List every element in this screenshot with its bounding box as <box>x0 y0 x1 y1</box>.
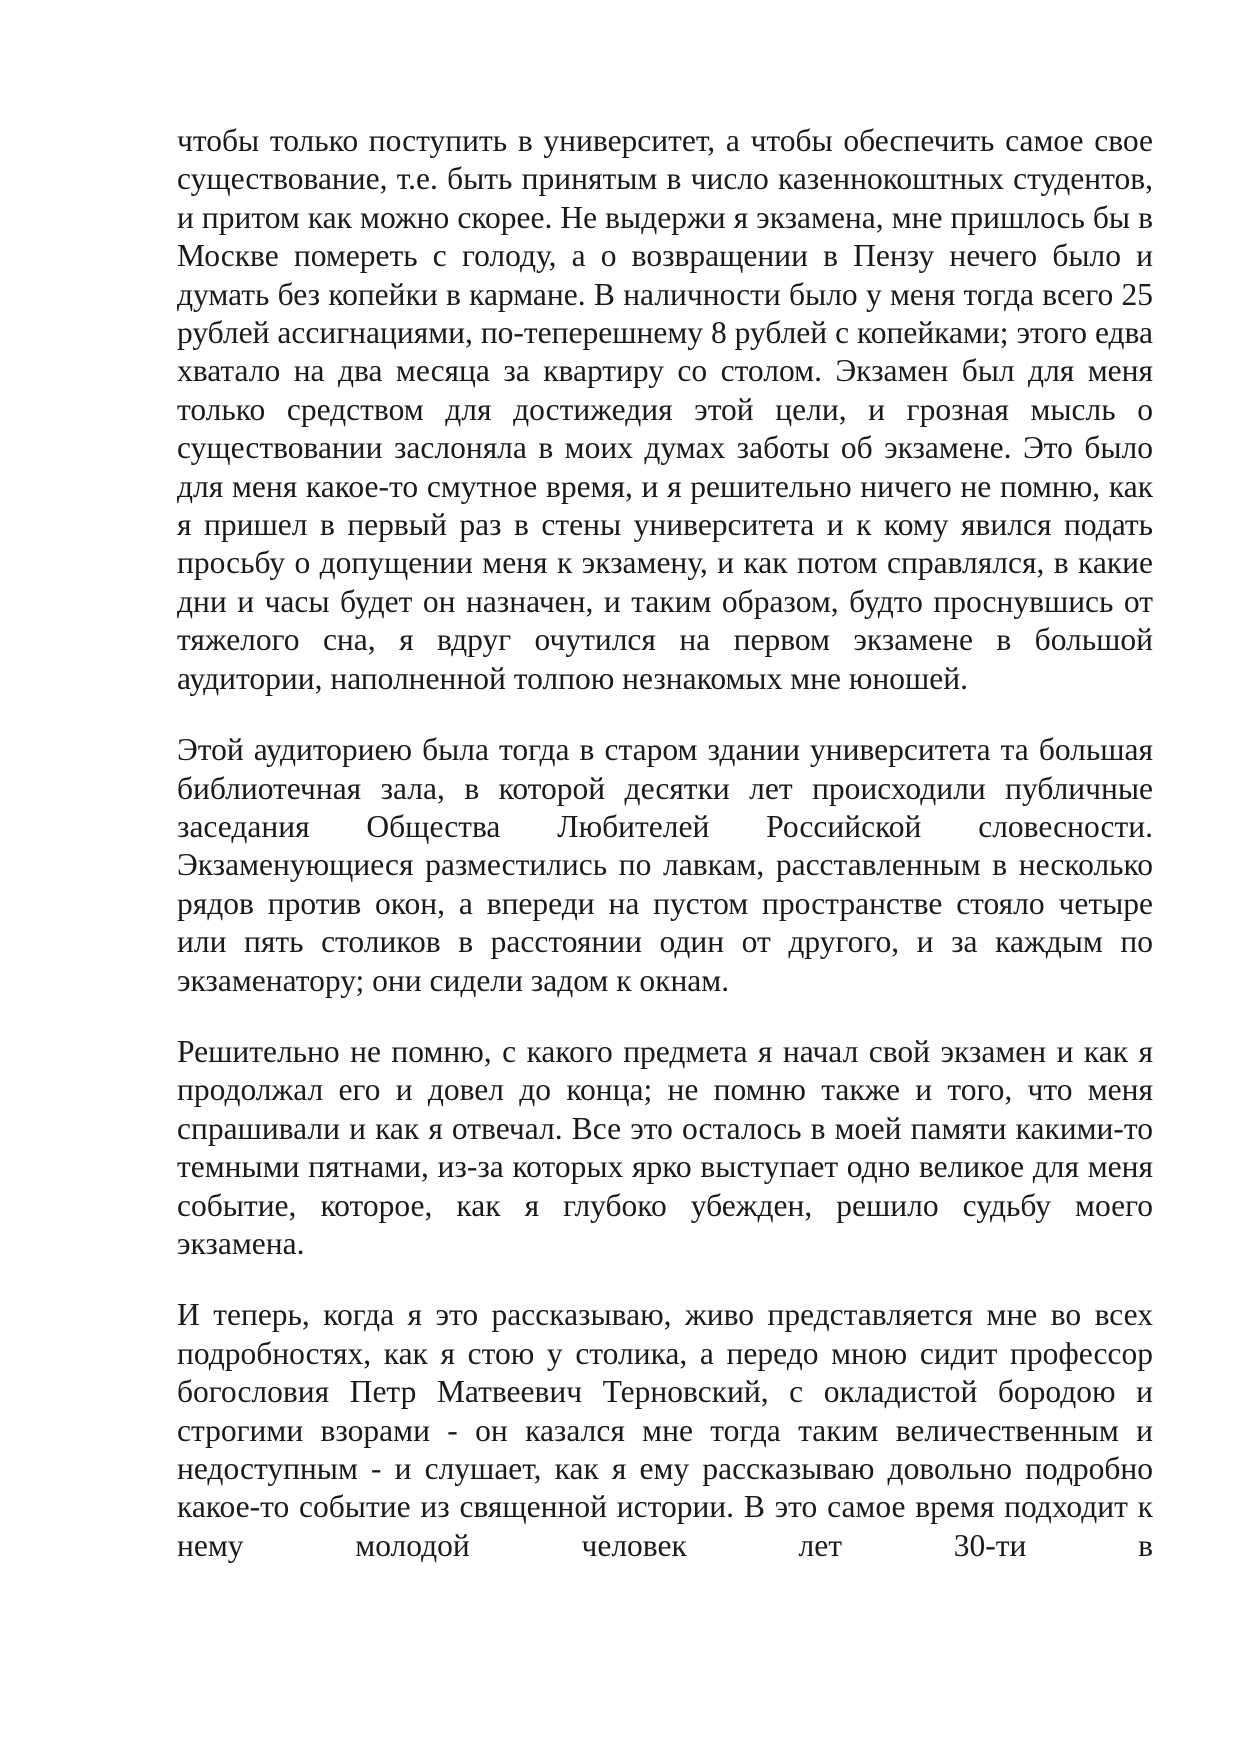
paragraph-4: И теперь, когда я это рассказываю, живо представляется мне во всех подробностях, как я стою у столика, а передо мною сидит профессор богословия Петр Матвеевич Терновский, с окладистой бородою и строгими взорами - он казался мне тогда таким величественным и недоступным - и слушает, как я ему рассказываю довольно подробно какое-то событие из священной истории. В это самое время подходит к нему молодой человек лет 30-ти в <box>177 1297 1153 1563</box>
paragraph-1: чтобы только поступить в университет, а чтобы обеспечить самое свое существование, т.е. быть принятым в число казеннокоштных студентов, и притом как можно скорее. Не выдержи я экзамена, мне пришлось бы в Москве помереть с голоду, а о возвращении в Пензу нечего было и думать без копейки в кармане. В наличности было у меня тогда всего 25 рублей ассигнациями, по-теперешнему 8 рублей с копейками; этого едва хватало на два месяца за квартиру со столом. Экзамен был для меня только средством для достижедия этой цели, и грозная мысль о существовании заслоняла в моих думах заботы об экзамене. Это было для меня какое-то смутное время, и я решительно ничего не помню, как я пришел в первый раз в стены университета и к кому явился подать просьбу о допущении меня к экзамену, и как потом справлялся, в какие дни и часы будет он назначен, и таким образом, будто проснувшись от тяжелого сна, я вдруг очутился на первом экзамене в большой аудитории, наполненной толпою незнакомых мне юношей. <box>177 123 1153 696</box>
paragraph-2: Этой аудиториею была тогда в старом здании университета та большая библиотечная зала, в которой десятки лет происходили публичные заседания Общества Любителей Российской словесности. Экзаменующиеся разместились по лавкам, расставленным в несколько рядов против окон, а впереди на пустом пространстве стояло четыре или пять столиков в расстоянии один от другого, и за каждым по экзаменатору; они сидели задом к окнам. <box>177 732 1153 998</box>
body-text <box>177 122 1153 1598</box>
paragraph-3: Решительно не помню, с какого предмета я начал свой экзамен и как я продолжал его и довел до конца; не помню также и того, что меня спрашивали и как я отвечал. Все это осталось в моей памяти какими-то темными пятнами, из-за которых ярко выступает одно великое для меня событие, которое, как я глубоко убежден, решило судьбу моего экзамена. <box>177 1033 1153 1261</box>
